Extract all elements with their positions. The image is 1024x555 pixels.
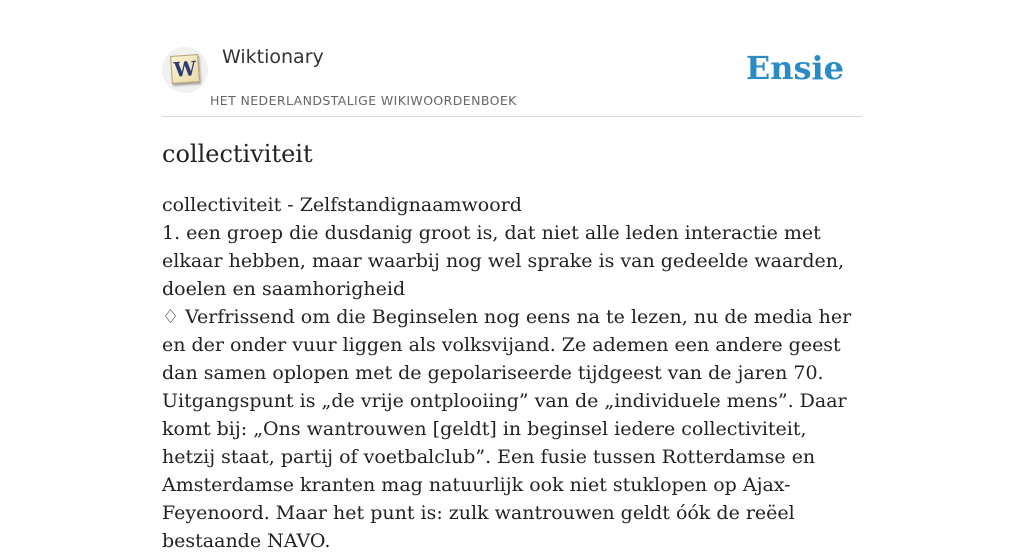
logo-tile bbox=[170, 54, 200, 84]
site-subtitle: HET NEDERLANDSTALIGE WIKIWOORDENBOEK bbox=[210, 93, 517, 108]
example-quote: ♢ Verfrissend om die Beginselen nog eens na te lezen, nu de media her en der onder vuur liggen als volksvijand. Ze ademen een andere geest dan samen oplopen met de gepolariseerde tijdgeest van de jaren 70. Uitgangspunt is „de vrije ontplooiing” van de „individuele mens”. Daar komt bij: „Ons wantrouwen [geldt] in beginsel iedere collectiviteit, hetzij staat, partij of voetbalclub”. Een fusie tussen Rotterdamse en Amsterdamse kranten mag natuurlijk ook niet stuklopen op Ajax-Feyenoord. Maar het punt is: zulk wantrouwen geldt óók de reëel bestaande NAVO. bbox=[162, 306, 852, 552]
definition-block bbox=[162, 191, 862, 555]
logo-letter: W bbox=[172, 56, 198, 82]
site-header bbox=[162, 0, 862, 117]
entry-content bbox=[162, 138, 862, 555]
wiktionary-logo-icon[interactable] bbox=[162, 47, 208, 93]
word-class-line: collectiviteit - Zelfstandignaamwoord bbox=[162, 194, 522, 216]
definition-text: 1. een groep die dusdanig groot is, dat niet alle leden interactie met elkaar hebben, maar waarbij nog wel sprake is van gedeelde waarden, doelen en saamhorigheid bbox=[162, 222, 845, 300]
page-title: collectiviteit bbox=[162, 140, 313, 168]
ensie-brand-link[interactable]: Ensie bbox=[745, 49, 844, 87]
site-title[interactable]: Wiktionary bbox=[222, 46, 324, 68]
